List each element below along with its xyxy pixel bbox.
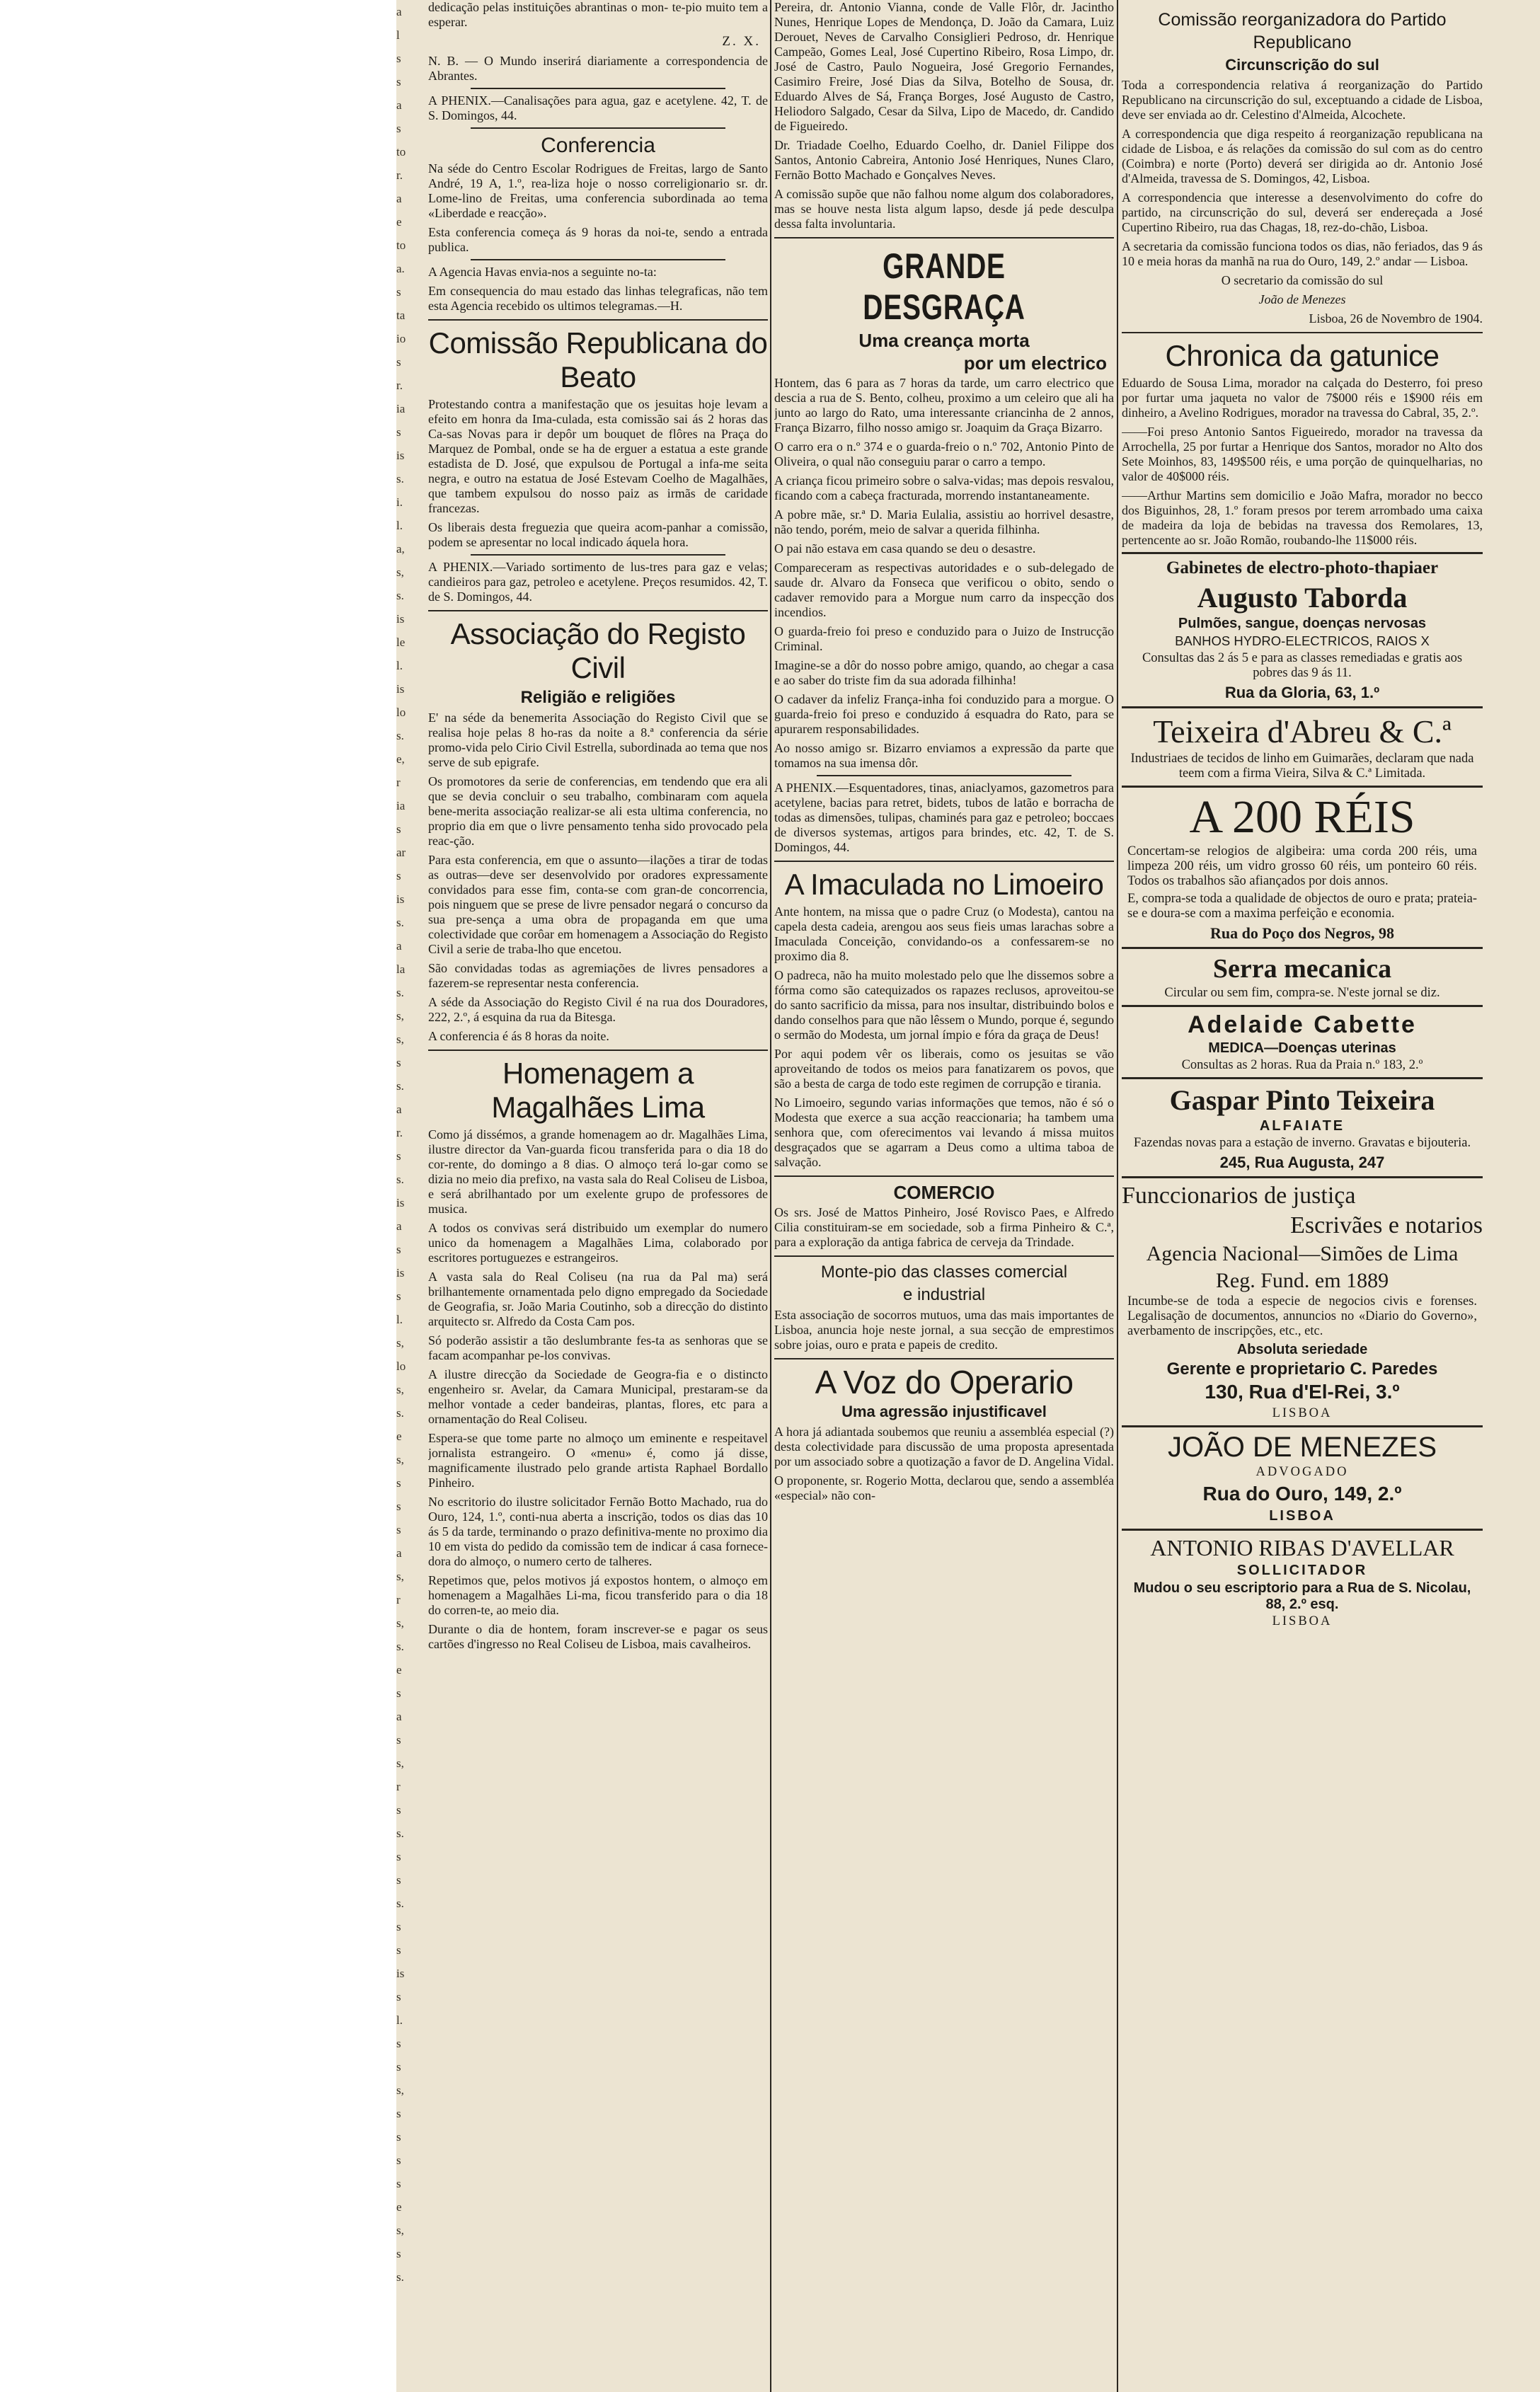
paragraph: A vasta sala do Real Coliseu (na rua da Pal ma) será brilhantemente ornamentada pelo digno empregado da Sociedade de Geografia, sr. João Maria Coutinho, sob a direcção do distinto arquitecto sr. Alfredo da Costa Cam pos. (428, 1270, 768, 1328)
ad-address: Rua da Gloria, 63, 1.º (1224, 684, 1380, 701)
paragraph: Espera-se que tome parte no almoço um eminente e respeitavel jornalista estrangeiro. O «menu» é, como já disse, magnificamente ilustrado pelo grande artista Raphael Bordallo Pinheiro. (428, 1431, 768, 1490)
imaculada-headline: A Imaculada no Limoeiro (784, 868, 1104, 901)
separator (428, 610, 768, 611)
margin-fragment: e (396, 1430, 402, 1443)
paragraph: O pai não estava em casa quando se deu o desastre. (774, 541, 1036, 556)
ad-rule (1122, 1529, 1483, 1531)
margin-fragment: s. (396, 1406, 404, 1420)
paragraph: Ante hontem, na missa que o padre Cruz (o Modesta), cantou na capela desta cadeia, arengou aos seus fieis umas larachas sobre a Imaculada Conceição, convidando-os a confessarem-se no proximo dia 8. (774, 904, 1114, 963)
margin-fragment: l. (396, 1313, 403, 1326)
margin-fragment: s, (396, 1616, 404, 1630)
margin-fragment: lo (396, 1359, 406, 1373)
phenix-ad: A PHENIX.—Canalisações para agua, gaz e acetylene. 42, T. de S. Domingos, 44. (428, 93, 768, 122)
margin-fragment: s (396, 1686, 401, 1700)
ad-line: Pulmões, sangue, doenças nervosas (1178, 616, 1427, 631)
ad-line: Circular ou sem fim, compra-se. N'este jornal se diz. (1164, 986, 1440, 1000)
margin-fragment: s, (396, 1383, 404, 1396)
paragraph: Na séde do Centro Escolar Rodrigues de Freitas, largo de Santo André, 19 A, 1.º, rea-liza hoje o nosso correligionario sr. dr. Lome-lino de Freitas, uma conferencia subordinada ao tema «Liberdade e reacção». (428, 161, 768, 220)
paragraph: O cadaver da infeliz França-inha foi conduzido para a morgue. O guarda-freio foi preso e conduzido á esquadra do Rato, para se apurarem responsabilidades. (774, 692, 1114, 736)
article-signature: Z. X. (722, 34, 761, 49)
margin-fragment: r (396, 1780, 401, 1793)
ad-address: Rua do Poço dos Negros, 98 (1210, 924, 1394, 942)
phenix-ad: A PHENIX.—Variado sortimento de lus-tres para gaz e velas; candieiros para gaz, petroleo e acetylene. Preços resumidos. 42, T. de S. Domingos, 44. (428, 560, 768, 604)
margin-fragment: s. (396, 1640, 404, 1653)
margin-fragment: a (396, 1103, 402, 1116)
ad-name: Teixeira d'Abreu & C.ª (1153, 713, 1452, 749)
voz-subheading: Uma agressão injustificavel (841, 1403, 1047, 1420)
dateline: Lisboa, 26 de Novembro de 1904. (1309, 311, 1483, 326)
ad-name: A 200 RÉIS (1189, 791, 1415, 843)
margin-fragment: e, (396, 752, 405, 766)
margin-fragment: s (396, 122, 401, 135)
margin-fragment: s (396, 1056, 401, 1069)
ad-line: Consultas das 2 ás 5 e para as classes remediadas e gratis aos pobres das 9 ás 11. (1142, 651, 1463, 680)
ad-rule (1122, 552, 1483, 554)
margin-fragment: s. (396, 1897, 404, 1910)
paragraph: Durante o dia de hontem, foram inscrever-se e pagar os seus cartões d'ingresso no Real Coliseu de Lisboa, mais cavalheiros. (428, 1622, 768, 1651)
margin-fragment: s, (396, 1570, 404, 1583)
nota-bene: N. B. — O Mundo inserirá diariamente a correspondencia de Abrantes. (428, 54, 768, 83)
margin-fragment: i. (396, 495, 403, 509)
margin-fragment: a (396, 5, 402, 18)
ad-rule (1122, 1077, 1483, 1079)
comercio-headline: COMERCIO (893, 1182, 995, 1203)
ad-line: Reg. Fund. em 1889 (1215, 1269, 1389, 1292)
ad-name: Augusto Taborda (1197, 582, 1408, 614)
margin-fragment: s (396, 2177, 401, 2190)
margin-fragment: s, (396, 1453, 404, 1466)
comissao-reorg-headline: Comissão reorganizadora do Partido (1158, 10, 1447, 30)
ad-line: Industriaes de tecidos de linho em Guimarães, declaram que nada teem com a firma Vieira, Silva & C.ª Limitada. (1130, 752, 1474, 781)
ad-name: JOÃO DE MENEZES (1167, 1432, 1437, 1463)
column-rule-2 (1117, 0, 1118, 2392)
ad-rule (1122, 706, 1483, 708)
margin-fragment: is (396, 682, 405, 696)
paragraph: Hontem, das 6 para as 7 horas da tarde, um carro electrico que descia a rua de S. Bento, colheu, proximo a um celeiro que ali ha junto ao largo do Rato, uma interessante criancinha de 2 annos, França Bizarro, filho nosso amigo sr. Joaquim da Graça Bizarro. (774, 376, 1114, 435)
separator (774, 1255, 1114, 1257)
margin-fragment: a. (396, 262, 405, 275)
column-3 (1122, 0, 1483, 2392)
paragraph: Para esta conferencia, em que o assunto—ilações a tirar de todas as outras—deve ser desenvolvido por oradores expressamente convidados para esse fim, conta-se com gran-de concorrencia, pois ninguem que se prese de livre pensador negará o concurso da sua pre-sença a uma obra de propaganda em que uma colectividade que corôar em homenagem a Associação do Registo Civil a serie de traba-lho que encetou. (428, 853, 768, 956)
margin-fragment: lo (396, 706, 406, 719)
margin-fragment: s, (396, 1756, 404, 1770)
separator (471, 554, 725, 556)
circunscricao-subheading: Circunscrição do sul (1225, 56, 1379, 74)
paragraph: Repetimos que, pelos motivos já expostos hontem, o almoço em homenagem a Magalhães Li-ma, ficou transferido para o dia 18 do corren-te, ao meio dia. (428, 1573, 768, 1617)
ad-cabette (1122, 1011, 1483, 1073)
margin-fragment: s. (396, 729, 404, 742)
margin-fragment: s, (396, 2083, 404, 2097)
ad-teixeira-abreu (1122, 713, 1483, 781)
ad-line: Concertam-se relogios de algibeira: uma corda 200 réis, uma limpeza 200 réis, um vidro grosso 60 réis, um ponteiro 60 réis. Todos os trabalhos são afiançados por dois annos. (1127, 844, 1477, 888)
margin-fragment: s. (396, 472, 404, 485)
ad-name: Serra mecanica (1212, 954, 1392, 984)
margin-fragment: a (396, 1546, 402, 1560)
ad-gaspar (1122, 1083, 1483, 1172)
margin-fragment: s (396, 1523, 401, 1536)
margin-fragment: r. (396, 1126, 403, 1139)
secretary-name: João de Menezes (1258, 292, 1346, 306)
margin-fragment: to (396, 145, 406, 159)
paragraph: E' na séde da benemerita Associação do Registo Civil que se realisa hoje pelas 8 ho-ras da noite a 8.ª conferencia da série promo-vida pelo Cirio Civil Estrella, subordinada ao tema que nos serve de sub epigrafe. (428, 711, 768, 769)
ad-line: Gabinetes de electro-photo-thapiaer (1166, 558, 1439, 577)
ad-line: MEDICA—Doenças uterinas (1208, 1040, 1396, 1056)
column-1 (428, 0, 768, 2392)
separator (1122, 332, 1483, 333)
ad-name: Gaspar Pinto Teixeira (1169, 1084, 1435, 1116)
ad-address: 245, Rua Augusta, 247 (1219, 1154, 1385, 1171)
ad-line: Mudou o seu escriptorio para a Rua de S. Nicolau, 88, 2.º esq. (1133, 1580, 1471, 1612)
paragraph: O proponente, sr. Rogerio Motta, declarou que, sendo a assembléa «especial» não con- (774, 1473, 1114, 1502)
paragraph: A criança ficou primeiro sobre o salva-vidas; mas depois resvalou, ficando com a cabeça fracturada, morrendo instantaneamente. (774, 473, 1114, 502)
paragraph: No escritorio do ilustre solicitador Fernão Botto Machado, rua do Ouro, 124, 1.º, conti-nua aberta a inscrição, todos os dias das 10 ás 5 da tarde, terminando o prazo definitiva-mente no proximo dia 10 em vista do pedido da comissão tem de indicar á casa fornece-dora do almoço, o numero certo de talheres. (428, 1495, 768, 1568)
ad-line: Incumbe-se de toda a especie de negocios civis e forenses. Legalisação de documentos, annuncios no «Diario do Governo», averbamento de inscripções, etc., etc. (1127, 1294, 1477, 1338)
ad-joao-menezes (1122, 1432, 1483, 1524)
paragraph: Por aqui podem vêr os liberais, como os jesuitas se vão aproveitando de todos os meios para fanatizarem os povos, que são a besta de carga de todo este regimen de corrupção e tirania. (774, 1047, 1114, 1091)
ad-line: E, compra-se toda a qualidade de objectos de ouro e prata; prateia-se e doura-se com a maxima perfeição e economia. (1127, 892, 1477, 921)
paragraph: Os srs. José de Mattos Pinheiro, José Rovisco Paes, e Alfredo Cilia constituiram-se em sociedade, sob a firma Pinheiro & C.ª, para a exploração da antiga fabrica de cerveja da Trindade. (774, 1205, 1114, 1249)
margin-fragment: s (396, 1243, 401, 1256)
article-fragment: dedicação pelas instituições abrantinas o mon- te-pio muito tem a esperar. (428, 0, 768, 29)
ad-line: ADVOGADO (1255, 1465, 1349, 1479)
conferencia-headline: Conferencia (541, 134, 655, 157)
margin-fragment: s (396, 2107, 401, 2120)
margin-fragment: s (396, 869, 401, 882)
ad-rule (1122, 947, 1483, 949)
ad-line: LISBOA (1269, 1508, 1335, 1524)
paragraph: No Limoeiro, segundo varias informações que temos, não é só o Modesta que exerce a sua acção reaccionaria; ha tambem uma senhora que, com oferecimentos vai levando á missa muitos desgraçados que se agarram a Deus como a ultima taboa de salvação. (774, 1096, 1114, 1169)
margin-fragment: s (396, 1289, 401, 1303)
margin-fragment: l. (396, 519, 403, 532)
margin-fragment: s (396, 1476, 401, 1490)
column-2 (774, 0, 1114, 2392)
paragraph: O carro era o n.º 374 e o guarda-freio o n.º 702, Antonio Pinto de Oliveira, o qual não conseguiu parar o carro a tempo. (774, 439, 1114, 468)
margin-fragment: s (396, 355, 401, 369)
margin-fragment: ta (396, 309, 406, 322)
ad-line: LISBOA (1272, 1614, 1333, 1628)
montepio-headline-2: e industrial (902, 1285, 986, 1304)
paragraph: A pobre mãe, sr.ª D. Maria Eulalia, assistiu ao horrivel desastre, não tendo, porém, meio de salvar a querida filhinha. (774, 507, 1114, 536)
paragraph: Dr. Triadade Coelho, Eduardo Coelho, dr. Daniel Filippe dos Santos, Antonio Cabreira, Antonio José Henriques, Nunes Claro, Fernão Botto Machado e Gonçalves Neves. (774, 138, 1114, 182)
margin-fragment: s (396, 1733, 401, 1747)
paragraph: A conferencia é ás 8 horas da noite. (428, 1029, 609, 1043)
havas-note: Em consequencia do mau estado das linhas telegraficas, não tem esta Agencia recebido os ultimos telegramas.—H. (428, 284, 768, 313)
margin-fragment: l (396, 28, 400, 42)
separator (774, 237, 1114, 238)
ad-line: Absoluta seriedade (1236, 1342, 1368, 1357)
paragraph: A secretaria da comissão funciona todos os dias, não feriados, das 9 ás 10 e meia horas da manhã na rua do Ouro, 149, 2.º andar — Lisboa. (1122, 239, 1483, 268)
paragraph: Eduardo de Sousa Lima, morador na calçada do Desterro, foi preso por furtar uma jaqueta no valor de 7$000 réis e 1$900 réis em dinheiro, a Avelino Rodrigues, morador na travessa do Cabral, 35, 2.º. (1122, 376, 1483, 420)
comissao-reorg-headline-2: Republicano (1253, 33, 1352, 52)
margin-fragment: e (396, 215, 402, 229)
ad-line: Gerente e proprietario C. Paredes (1166, 1359, 1438, 1379)
separator (774, 1358, 1114, 1359)
margin-fragment: e (396, 2200, 402, 2214)
paragraph: Os liberais desta freguezia que queira acom-panhar a comissão, podem se apresentar no local indicado áquela hora. (428, 520, 768, 549)
margin-fragment: ar (396, 846, 406, 859)
margin-fragment: s. (396, 1173, 404, 1186)
margin-fragment: s. (396, 916, 404, 929)
margin-fragment: r. (396, 168, 403, 182)
margin-fragment: r (396, 1593, 401, 1606)
separator (774, 861, 1114, 862)
margin-fragment: s (396, 1920, 401, 1933)
margin-fragment: is (396, 449, 405, 462)
margin-fragment: io (396, 332, 406, 345)
paragraph: ——Foi preso Antonio Santos Figueiredo, morador na travessa da Arrochella, 25 por furtar a Henrique dos Santos, morador no Alto dos Sete Moinhos, 83, 149$500 réis, e uma porção de quinquelharias, no valor de 40$000 réis. (1122, 425, 1483, 483)
beato-headline: Comissão Republicana do Beato (428, 326, 768, 393)
margin-fragment: s (396, 1850, 401, 1863)
margin-fragment: s (396, 52, 401, 65)
grande-subheading: por um electrico (963, 352, 1107, 374)
grande-desgraca-headline: GRANDE DESGRAÇA (863, 246, 1025, 327)
separator (471, 259, 725, 260)
margin-fragment: s, (396, 2224, 404, 2237)
margin-fragment: s. (396, 1827, 404, 1840)
ad-line: Fazendas novas para a estação de inverno. Gravatas e bijouteria. (1133, 1136, 1471, 1150)
margin-fragment: s (396, 285, 401, 299)
gatunice-headline: Chronica da gatunice (1165, 339, 1440, 372)
ad-address: Rua do Ouro, 149, 2.º (1202, 1483, 1402, 1505)
ad-serra (1122, 953, 1483, 1001)
margin-fragment: s, (396, 565, 404, 579)
paragraph: Os promotores da serie de conferencias, em tendendo que era ali que se devia concluir o seu trabalho, combinaram com aquela bene-merita associação realizar-se ali esta ultima conferencia, no proprio dia em que o livre pensamento tenha sido provocado pela reac-ção. (428, 774, 768, 848)
paragraph: ——Arthur Martins sem domicilio e João Mafra, morador no becco dos Biguinhos, 28, 1.º foram presos por terem arrombado uma caixa de madeira da loja de bebidas na travessa dos Remolares, 13, pertencente ao sr. João Romão, roubando-lhe 11$000 réis. (1122, 488, 1483, 547)
column-rule-1 (770, 0, 771, 2392)
margin-fragment: s. (396, 589, 404, 602)
margin-fragment: s (396, 75, 401, 88)
ad-rule (1122, 1005, 1483, 1007)
phenix-ad: A PHENIX.—Esquentadores, tinas, aniaclyamos, gazometros para acetylene, bacias para retret, bidets, tubos de latão e borracha de todas as dimensões, tulipas, chaminés para gaz e petroleo; boccaes de diversos systemas, artigos para brindes, etc. 42, T. de S. Domingos, 44. (774, 781, 1114, 854)
margin-fragment: s (396, 1803, 401, 1817)
ad-address: 130, Rua d'El-Rei, 3.º (1205, 1381, 1400, 1403)
margin-fragment: a (396, 192, 402, 205)
montepio-headline: Monte-pio das classes comercial (820, 1263, 1068, 1282)
paragraph: A correspondencia que interesse a desenvolvimento do cofre do partido, na circunscrição do sul, deverá ser endereçada a José Cupertino Ribeiro, rua das Chagas, 18, rez-do-chão, Lisboa. (1122, 190, 1483, 234)
paragraph: A todos os convivas será distribuido um exemplar do numero unico da homenagem a Magalhães Lima, colaborado por escritores portuguezes e estrangeiros. (428, 1221, 768, 1265)
paragraph: A ilustre direcção da Sociedade de Geogra-fia e o distincto engenheiro sr. Avelar, da Camara Municipal, prestaram-se da melhor vontade a ceder bandeiras, plantas, flores, etc para a ornamentação do Real Coliseu. (428, 1367, 768, 1426)
ad-rule (1122, 1176, 1483, 1178)
margin-fragment: a (396, 98, 402, 112)
margin-fragment: la (396, 962, 406, 976)
margin-fragment: s, (396, 1033, 404, 1046)
paragraph: Esta associação de socorros mutuos, uma das mais importantes de Lisboa, anuncia hoje neste jornal, a sua secção de emprestimos sobre joias, ouro e prata e papeis de credito. (774, 1308, 1114, 1352)
separator (428, 319, 768, 321)
ad-rule (1122, 786, 1483, 788)
margin-fragment: to (396, 238, 406, 252)
margin-fragment: s (396, 1873, 401, 1887)
paragraph: Como já dissémos, a grande homenagem ao dr. Magalhães Lima, ilustre director da Van-guarda ficou transferida para o dia 18 do cor-rente, do domingo a 8 dias. O almoço terá lo-gar como se dizia no meio dia prefixo, na vasta sala do Real Coliseu de Lisboa, e será abrilhantado por um exelente grupo de professores de musica. (428, 1127, 768, 1216)
margin-fragment: s (396, 2130, 401, 2144)
margin-fragment: s, (396, 1009, 404, 1023)
ad-line: LISBOA (1272, 1406, 1333, 1420)
margin-fragment: a, (396, 542, 405, 556)
margin-fragment: is (396, 1266, 405, 1280)
voz-operario-headline: A Voz do Operario (815, 1364, 1074, 1401)
separator (774, 1175, 1114, 1177)
margin-fragment: r (396, 776, 401, 789)
ad-line: Escrivães e notarios (1290, 1212, 1483, 1238)
margin-fragment: is (396, 1196, 405, 1209)
left-margin-fragments (396, 0, 423, 2392)
paragraph: Toda a correspondencia relativa á reorganização do Partido Republicano na circunscrição do sul, exceptuando a cidade de Lisboa, deve ser enviada ao dr. Celestino d'Almeida, Alcochete. (1122, 78, 1483, 122)
ad-name: ANTONIO RIBAS D'AVELLAR (1150, 1535, 1454, 1560)
margin-fragment: is (396, 612, 405, 626)
ad-line: Consultas as 2 horas. Rua da Praia n.º 183, 2.º (1181, 1058, 1423, 1072)
paragraph: O guarda-freio foi preso e conduzido para o Juizo de Instrucção Criminal. (774, 624, 1114, 653)
margin-fragment: l. (396, 659, 403, 672)
ad-rule (1122, 1425, 1483, 1427)
margin-fragment: s (396, 2247, 401, 2260)
associacao-headline: Associação do Registo Civil (450, 617, 746, 684)
margin-fragment: l. (396, 2013, 403, 2027)
paragraph: O padreca, não ha muito molestado pelo que lhe dissemos sobre a fórma como são catequizados os rapazes reclusos, aproveitou-se do santo sacrificio da missa, para nos insultar, distribuindo bolos e dando conselhos para que não lêssem o Mundo, porque é, segundo o sermão do Modesta, um jornal ímpio e fóra da graça de Deus! (774, 968, 1114, 1042)
ad-name: Adelaide Cabette (1188, 1011, 1417, 1038)
margin-fragment: s (396, 1943, 401, 1957)
margin-fragment: a (396, 1710, 402, 1723)
paragraph: A hora já adiantada soubemos que reuniu a assembléa especial (?) desta colectividade para discussão de uma proposta apresentada por um associado sobre a quotização a favor de D. Angelina Vidal. (774, 1425, 1114, 1468)
paragraph: Protestando contra a manifestação que os jesuitas hoje levam a efeito em honra da Ima-culada, esta comissão sai ás 2 horas das Ca-sas Novas para ir depôr um bouquet de flôres na Praça do Marquez de Pombal, onde se ha de erguer a estatua a este grande estadista de D. José, que expulsou de Portugal a infa-me seita negra, e outro na estatua de José Estevam Coelho de Magalhães, que tambem expulsou do nosso paiz as irmãs de caridade francezas. (428, 397, 768, 515)
margin-fragment: s (396, 2037, 401, 2050)
margin-fragment: s (396, 1500, 401, 1513)
ad-avellar (1122, 1535, 1483, 1629)
homenagem-headline: Homenagem a Magalhães Lima (491, 1057, 705, 1124)
ad-taborda (1122, 558, 1483, 702)
margin-fragment: s, (396, 1336, 404, 1350)
margin-fragment: s. (396, 2270, 404, 2284)
paragraph: Só poderão assistir a tão deslumbrante fes-ta as senhoras que se facam acompanhar pe-los convivas. (428, 1333, 768, 1362)
margin-fragment: is (396, 892, 405, 906)
margin-fragment: r. (396, 379, 403, 392)
paragraph: A Agencia Havas envia-nos a seguinte no-ta: (428, 265, 657, 279)
margin-fragment: a (396, 1219, 402, 1233)
margin-fragment: ia (396, 402, 406, 415)
margin-fragment: s (396, 2154, 401, 2167)
ad-agencia (1122, 1183, 1483, 1421)
margin-fragment: s (396, 1149, 401, 1163)
paragraph: A séde da Associação do Registo Civil é na rua dos Douradores, 222, 2.º, á esquina da rua da Bitesga. (428, 995, 768, 1024)
paragraph: Pereira, dr. Antonio Vianna, conde de Valle Flôr, dr. Jacintho Nunes, Henrique Lopes de Mendonça, D. João da Camara, Luiz Derouet, Neves de Carvalho Consiglieri Pedroso, dr. Henrique Campeão, Gomes Leal, José Cupertino Ribeiro, Rosa Limpo, dr. José de Castro, Paulo Nogueira, José Gregorio Fernandes, Casimiro Freire, José Dias da Silva, Botelho de Sousa, dr. Eduardo Alves de Sá, França Borges, José Augusto de Castro, Heliodoro Salgado, Cesar da Silva, Lipo de Macedo, dr. Candido de Figueiredo. (774, 0, 1114, 133)
separator (428, 1050, 768, 1051)
separator (817, 775, 1071, 776)
grande-subheading: Uma creança morta (858, 330, 1030, 351)
ad-name: Agencia Nacional—Simões de Lima (1146, 1242, 1459, 1265)
separator (471, 88, 725, 89)
margin-fragment: e (396, 1663, 402, 1677)
margin-fragment: s (396, 425, 401, 439)
paragraph: São convidadas todas as agremiações de livres pensadores a fazerem-se representar nesta conferencia. (428, 961, 768, 990)
separator (471, 127, 725, 129)
secretary-line: O secretario da comissão do sul (1221, 273, 1384, 287)
margin-fragment: a (396, 939, 402, 953)
ad-line: Funccionarios de justiça (1122, 1183, 1356, 1209)
paragraph: Ao nosso amigo sr. Bizarro enviamos a expressão da parte que tomamos na sua imensa dôr. (774, 741, 1114, 770)
margin-fragment: is (396, 1967, 405, 1980)
margin-fragment: s (396, 2060, 401, 2074)
ad-line: SOLLICITADOR (1236, 1563, 1368, 1578)
margin-fragment: s. (396, 1079, 404, 1093)
paragraph: A comissão supõe que não falhou nome algum dos colaboradores, mas se houve nesta lista algum lapso, desde já pede desculpa dessa falta involuntaria. (774, 187, 1114, 231)
margin-fragment: s (396, 822, 401, 836)
paragraph: Compareceram as respectivas autoridades e o sub-delegado de saude dr. Alvaro da Fonseca que verificou o obito, sendo o cadaver removido para a Morgue num carro da inspecção dos incendios. (774, 560, 1114, 619)
associacao-subheading: Religião e religiões (520, 688, 676, 707)
margin-fragment: le (396, 636, 406, 649)
margin-fragment: ia (396, 799, 406, 812)
ad-200-reis (1122, 792, 1483, 943)
ad-line: BANHOS HYDRO-ELECTRICOS, RAIOS X (1175, 633, 1430, 648)
margin-fragment: s (396, 1990, 401, 2003)
ad-line: ALFAIATE (1259, 1118, 1345, 1134)
paragraph: Imagine-se a dôr do nosso pobre amigo, quando, ao chegar a casa e ao saber do triste fim da sua adorada filhinha! (774, 658, 1114, 687)
paragraph: Esta conferencia começa ás 9 horas da noi-te, sendo a entrada publica. (428, 225, 768, 254)
margin-fragment: s. (396, 986, 404, 999)
paragraph: A correspondencia que diga respeito á reorganização republicana na cidade de Lisboa, e ás relações da comissão do sul com as do centro (Coimbra) e norte (Porto) deverá ser dirigida ao dr. Antonio José d'Almeida, travessa de S. Domingos, 42, Lisboa. (1122, 127, 1483, 185)
